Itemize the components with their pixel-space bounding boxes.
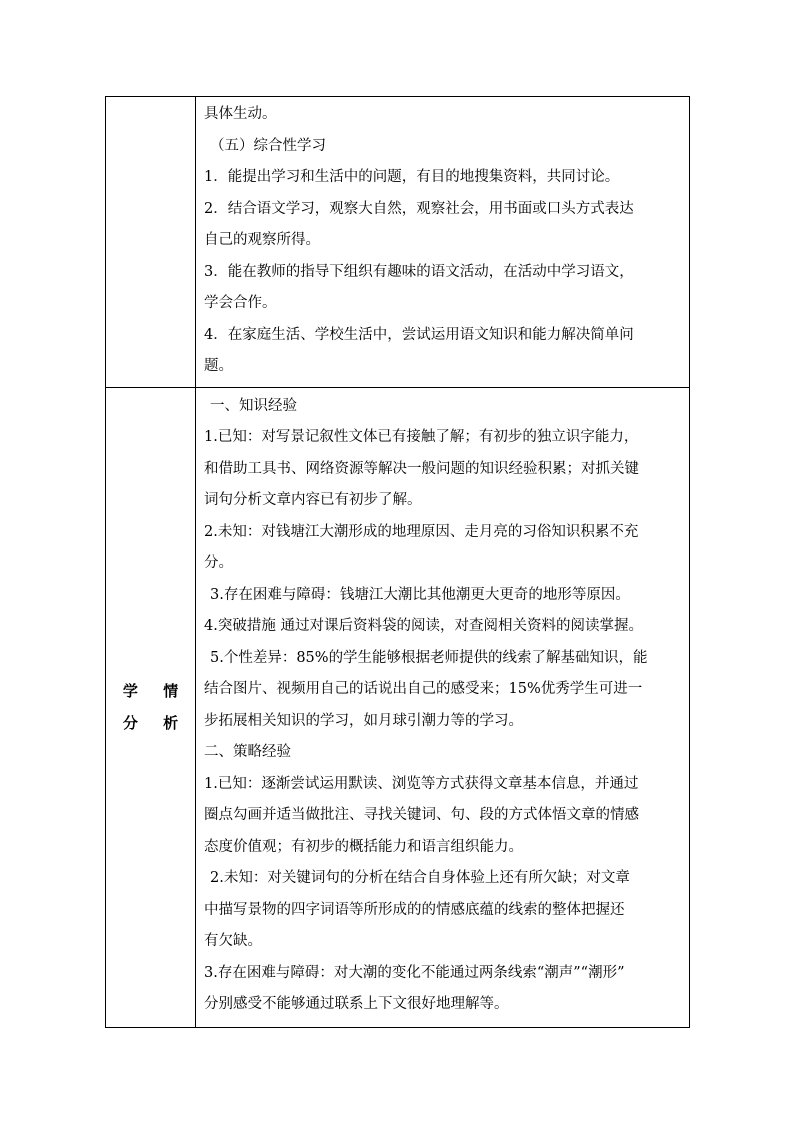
row-label-top: 学 情: [122, 682, 189, 700]
row-label-cell: [106, 97, 196, 388]
text-line: 学会合作。: [204, 295, 277, 311]
text-line: 分别感受不能够通过联系上下文很好地理解等。: [204, 996, 509, 1012]
text-line: 和借助工具书、网络资源等解决一般问题的知识经验积累；对抓关键: [204, 460, 639, 477]
text-line: 中描写景物的四字词语等所形成的的情感底蕴的线索的整体把握还: [204, 901, 625, 918]
text-line: 自己的观察所得。: [204, 232, 320, 248]
row-label-bottom: 分 析: [122, 714, 189, 732]
text-line: 题。: [204, 358, 233, 374]
text-line: 1．能提出学习和生活中的问题，有目的地搜集资料，共同讨论。: [204, 169, 620, 185]
text-line: 圈点勾画并适当做批注、寻找关键词、句、段的方式体悟文章的情感: [204, 807, 639, 823]
text-line: 分。: [204, 555, 233, 571]
text-line: 2.未知：对钱塘江大潮形成的地理原因、走月亮的习俗知识积累不充: [204, 523, 639, 540]
text-line: 态度价值观；有初步的概括能力和语言组织能力。: [204, 838, 523, 855]
row-label-cell: [106, 387, 196, 1027]
text-line: 3.存在困难与障碍：钱塘江大潮比其他潮更大更奇的地形等原因。: [210, 586, 630, 603]
text-line: 2．结合语文学习，观察大自然，观察社会，用书面或口头方式表达: [204, 200, 634, 217]
row-content-cell: [196, 97, 690, 388]
section-heading: 二、策略经验: [204, 744, 291, 760]
text-line: 2.未知：对关键词句的分析在结合自身体验上还有所欠缺；对文章: [210, 870, 630, 886]
lesson-plan-table: [105, 96, 690, 1028]
text-line: 1.已知：逐渐尝试运用默读、浏览等方式获得文章基本信息，并通过: [204, 775, 639, 792]
table-row: [106, 387, 690, 1027]
text-line: 5.个性差异：85%的学生能够根据老师提供的线索了解基础知识，能: [210, 649, 648, 666]
text-line: 具体生动。: [204, 106, 277, 122]
text-line: 词句分析文章内容已有初步了解。: [204, 492, 422, 508]
learner-analysis-content: [196, 388, 689, 1027]
text-line: 结合图片、视频用自己的话说出自己的感受来；15%优秀学生可进一: [204, 681, 643, 697]
table-row: [106, 97, 690, 388]
text-line: 3．能在教师的指导下组织有趣味的语文活动，在活动中学习语文，: [204, 263, 634, 280]
text-line: 1.已知：对写景记叙性文体已有接触了解；有初步的独立识字能力，: [204, 429, 639, 445]
section-heading: 一、知识经验: [210, 397, 297, 414]
text-line: 4.突破措施 通过对课后资料袋的阅读，对查阅相关资料的阅读掌握。: [204, 618, 643, 634]
text-line: 4．在家庭生活、学校生活中，尝试运用语文知识和能力解决简单问: [204, 326, 634, 343]
text-line: 步拓展相关知识的学习，如月球引潮力等的学习。: [204, 712, 523, 729]
row-content-cell: [196, 387, 690, 1027]
comprehensive-learning-content: [196, 97, 689, 387]
section-heading: （五）综合性学习: [210, 137, 326, 154]
text-line: 3.存在困难与障碍：对大潮的变化不能通过两条线索“潮声”“潮形”: [204, 964, 625, 981]
text-line: 有欠缺。: [204, 933, 262, 949]
